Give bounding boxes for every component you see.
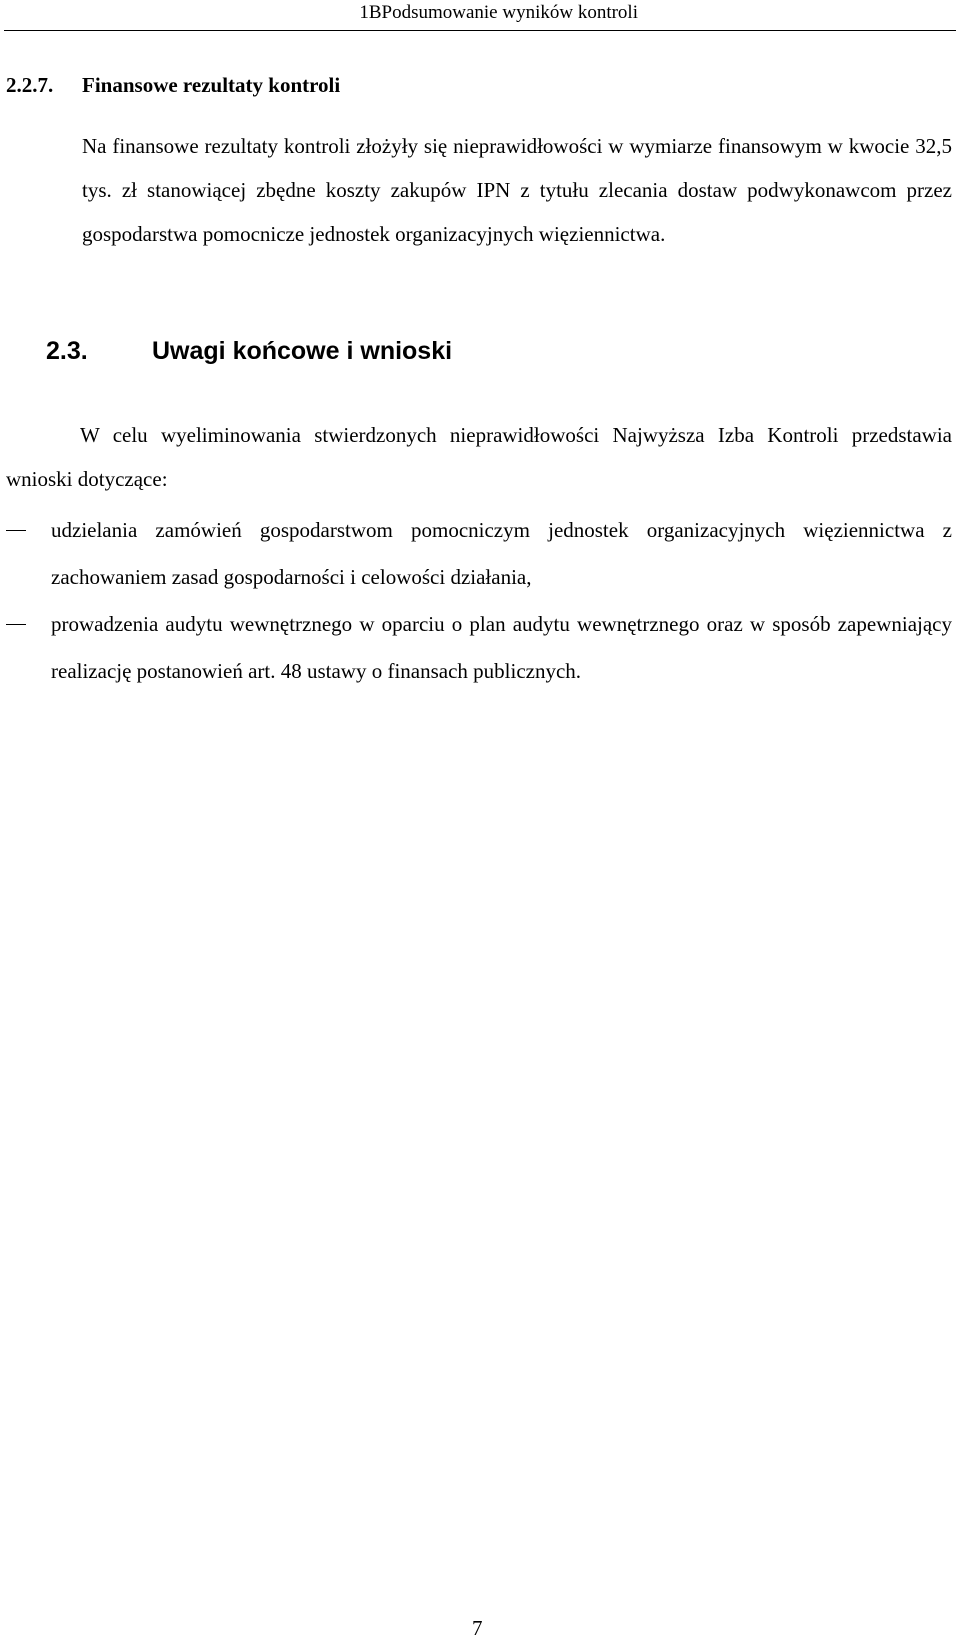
list-item-text: prowadzenia audytu wewnętrznego w oparciu o plan audytu wewnętrznego oraz w sposób zapewniający realizację postanowień art. 48 ustawy o finansach publicznych. [51,612,952,683]
conclusions-list [6,507,952,695]
subsection-heading [46,336,452,366]
dash-bullet-icon [6,530,26,531]
list-item [6,601,952,695]
section-number: 2.2.7. [6,73,54,97]
subsection-number: 2.3. [46,337,88,365]
subsection-intro-block [6,413,952,501]
section-paragraph-block [82,124,952,256]
subsection-intro: W celu wyeliminowania stwierdzonych nieprawidłowości Najwyższa Izba Kontroli przedstawia wnioski dotyczące: [6,423,952,491]
section-heading [6,72,340,98]
subsection-title: Uwagi końcowe i wnioski [152,337,453,365]
header-rule [4,30,956,31]
dash-bullet-icon [6,624,26,625]
section-title: Finansowe rezultaty kontroli [82,73,341,97]
page-number: 7 [472,1616,483,1640]
running-header: 1BPodsumowanie wyników kontroli [359,2,638,23]
section-paragraph: Na finansowe rezultaty kontroli złożyły się nieprawidłowości w wymiarze finansowym w kwocie 32,5 tys. zł stanowiącej zbędne koszty zakupów IPN z tytułu zlecania dostaw podwykonawcom przez gospodarstwa pomocnicze jednostek organizacyjnych więziennictwa. [82,134,952,246]
list-item [6,507,952,601]
list-item-text: udzielania zamówień gospodarstwom pomocniczym jednostek organizacyjnych więziennictwa z zachowaniem zasad gospodarności i celowości działania, [51,518,952,589]
